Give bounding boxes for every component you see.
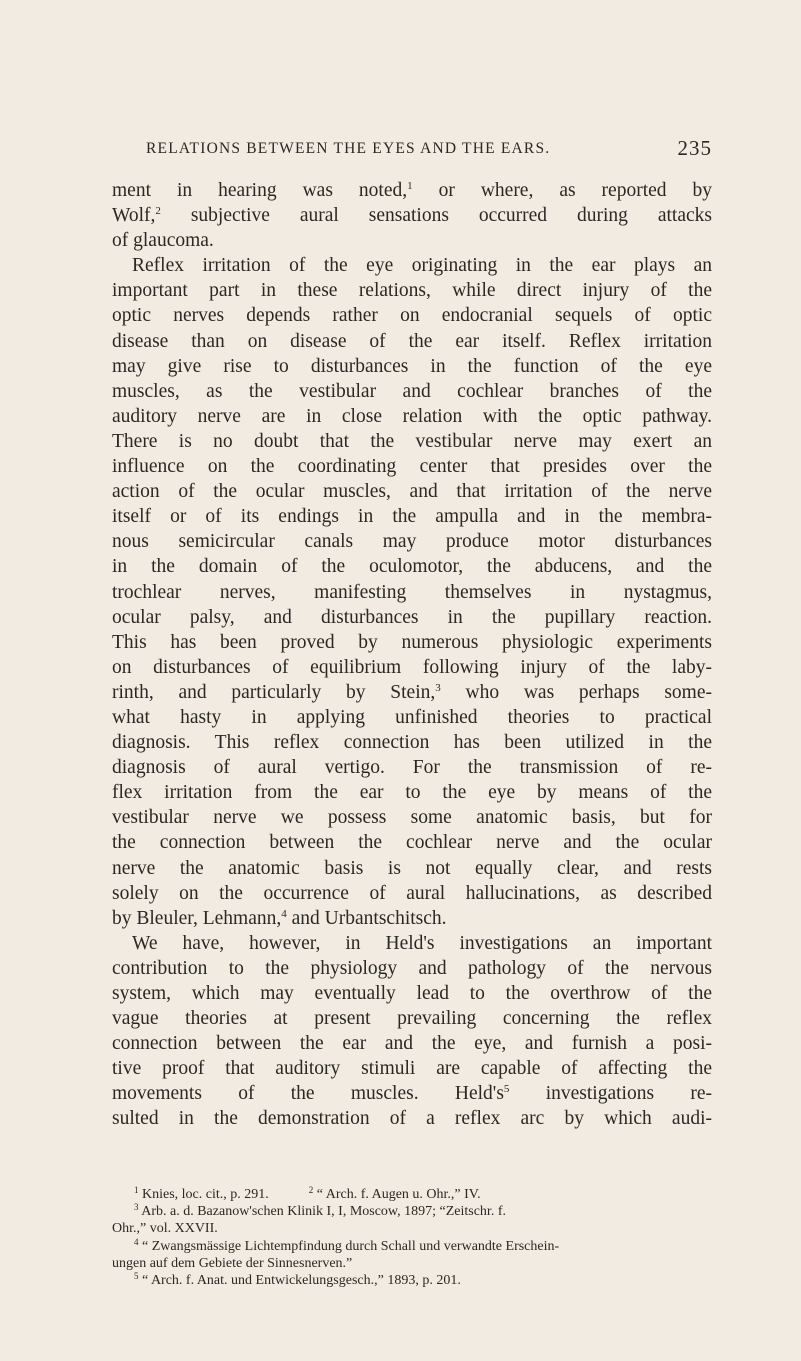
- footnote-marker: 1: [134, 1185, 139, 1195]
- footnote-reference: 2: [155, 205, 161, 218]
- text-segment: tive proof that auditory stimuli are capable of affecting the: [112, 1058, 712, 1080]
- text-segment: subjective aural sensations occurred during attacks: [160, 205, 712, 227]
- text-line: [112, 379, 712, 404]
- text-line: [112, 329, 712, 354]
- footnote-line: [112, 1238, 712, 1255]
- text-segment: muscles, as the vestibular and cochlear branches of the: [112, 380, 712, 402]
- text-segment: We have, however, in Held's investigations an important: [132, 932, 712, 954]
- text-segment: may give rise to disturbances in the function of the eye: [112, 355, 712, 377]
- running-title: RELATIONS BETWEEN THE EYES AND THE EARS.: [146, 140, 551, 157]
- text-line: [112, 1031, 712, 1056]
- text-line: [112, 1081, 712, 1106]
- text-segment: disease than on disease of the ear itself. Reflex irritation: [112, 330, 712, 352]
- text-line: [112, 554, 712, 579]
- text-line: [112, 429, 712, 454]
- text-segment: vague theories at present prevailing concerning the reflex: [112, 1008, 712, 1030]
- text-segment: Wolf,: [112, 205, 156, 227]
- footnote-line: [112, 1186, 712, 1203]
- text-line: [112, 303, 712, 328]
- body-text: [112, 178, 712, 1132]
- text-line: [112, 705, 712, 730]
- text-segment: trochlear nerves, manifesting themselves in nystagmus,: [112, 581, 712, 603]
- text-segment: and Urbantschitsch.: [286, 907, 447, 929]
- text-line: [112, 931, 712, 956]
- footnote-line: [112, 1272, 712, 1289]
- text-segment: nerve the anatomic basis is not equally clear, and rests: [112, 857, 712, 879]
- text-line: [112, 228, 712, 253]
- text-segment: ocular palsy, and disturbances in the pupillary reaction.: [112, 606, 712, 628]
- text-segment: ment in hearing was noted,: [112, 180, 408, 201]
- footnote-reference: 1: [407, 180, 413, 192]
- footnote-1-text: Knies, loc. cit., p. 291.: [142, 1187, 269, 1202]
- text-line: [112, 805, 712, 830]
- text-line: [112, 454, 712, 479]
- text-segment: nous semicircular canals may produce motor disturbances: [112, 531, 712, 553]
- text-segment: what hasty in applying unfinished theories to practical: [112, 706, 712, 728]
- text-line: [112, 580, 712, 605]
- text-segment: connection between the ear and the eye, and furnish a posi-: [112, 1033, 712, 1055]
- text-line: [112, 881, 712, 906]
- text-segment: diagnosis. This reflex connection has been utilized in the: [112, 732, 712, 754]
- footnote-line: [112, 1203, 712, 1220]
- text-line: [112, 981, 712, 1006]
- text-line: [112, 780, 712, 805]
- text-segment: solely on the occurrence of aural hallucinations, as described: [112, 882, 712, 904]
- text-line: [112, 906, 712, 931]
- text-segment: flex irritation from the ear to the eye by means of the: [112, 782, 712, 804]
- text-line: [112, 605, 712, 630]
- footnote-4-text-2: ungen auf dem Gebiete der Sinnesnerven.”: [112, 1255, 353, 1271]
- text-line: [112, 755, 712, 780]
- text-segment: rinth, and particularly by Stein,: [112, 681, 436, 703]
- footnote-marker: 4: [134, 1236, 139, 1247]
- text-segment: on disturbances of equilibrium following injury of the laby-: [112, 656, 712, 678]
- footnote-line: [112, 1220, 712, 1237]
- text-line: [112, 504, 712, 529]
- text-segment: contribution to the physiology and pathology of the nervous: [112, 957, 712, 979]
- text-segment: movements of the muscles. Held's: [112, 1083, 504, 1105]
- text-line: [112, 630, 712, 655]
- text-segment: investigations re-: [509, 1083, 712, 1105]
- footnote-marker: 3: [134, 1202, 139, 1213]
- text-segment: vestibular nerve we possess some anatomic basis, but for: [112, 807, 712, 829]
- text-segment: who was perhaps some-: [440, 681, 712, 703]
- text-segment: of glaucoma.: [112, 230, 214, 252]
- text-segment: optic nerves depends rather on endocranial sequels of optic: [112, 305, 712, 327]
- text-line: [112, 203, 712, 228]
- text-segment: action of the ocular muscles, and that irritation of the nerve: [112, 481, 712, 503]
- footnote-reference: 5: [503, 1083, 510, 1096]
- footnote-marker: 2: [308, 1185, 314, 1195]
- footnote-4-text-1: “ Zwangsmässige Lichtempfindung durch Schall und verwandte Erschein-: [142, 1238, 560, 1254]
- text-line: [112, 680, 712, 705]
- footnote-reference: 3: [435, 681, 441, 694]
- text-segment: sulted in the demonstration of a reflex arc by which audi-: [112, 1108, 712, 1130]
- footnote-2-text: “ Arch. f. Augen u. Ohr.,” IV.: [316, 1187, 481, 1202]
- footnote-marker: 5: [134, 1270, 139, 1281]
- text-line: [112, 856, 712, 881]
- text-line: [112, 1106, 712, 1131]
- text-line: [112, 479, 712, 504]
- text-line: [112, 354, 712, 379]
- footnotes: [112, 1186, 712, 1289]
- text-segment: diagnosis of aural vertigo. For the transmission of re-: [112, 757, 712, 779]
- text-line: [112, 1056, 712, 1081]
- text-line: [112, 404, 712, 429]
- text-segment: itself or of its endings in the ampulla and in the membra-: [112, 506, 712, 528]
- text-segment: in the domain of the oculomotor, the abducens, and the: [112, 556, 712, 578]
- page-number: 235: [677, 136, 712, 160]
- text-segment: There is no doubt that the vestibular nerve may exert an: [112, 430, 712, 452]
- text-segment: the connection between the cochlear nerve and the ocular: [112, 832, 712, 854]
- text-line: [112, 956, 712, 981]
- text-segment: important part in these relations, while direct injury of the: [112, 280, 712, 302]
- text-line: [112, 730, 712, 755]
- footnote-3-text-1: Arb. a. d. Bazanow'schen Klinik I, I, Moscow, 1897; “Zeitschr. f.: [141, 1204, 506, 1220]
- footnote-3-text-2: Ohr.,” vol. XXVII.: [112, 1221, 218, 1237]
- text-line: [112, 253, 712, 278]
- text-segment: by Bleuler, Lehmann,: [112, 907, 282, 929]
- text-line: [112, 178, 712, 203]
- text-segment: system, which may eventually lead to the overthrow of the: [112, 983, 712, 1004]
- text-segment: Reflex irritation of the eye originating in the ear plays an: [132, 255, 712, 277]
- text-segment: auditory nerve are in close relation with the optic pathway.: [112, 405, 712, 427]
- text-line: [112, 830, 712, 855]
- footnote-5-text: “ Arch. f. Anat. und Entwickelungsgesch.,” 1893, p. 201.: [142, 1272, 461, 1288]
- text-segment: This has been proved by numerous physiologic experiments: [112, 631, 712, 653]
- text-segment: influence on the coordinating center that presides over the: [112, 456, 712, 478]
- text-line: [112, 655, 712, 680]
- text-segment: or where, as reported by: [412, 180, 713, 201]
- text-line: [112, 529, 712, 554]
- text-line: [112, 278, 712, 303]
- footnote-line: [112, 1255, 712, 1272]
- footnote-reference: 4: [281, 907, 287, 920]
- text-line: [112, 1006, 712, 1031]
